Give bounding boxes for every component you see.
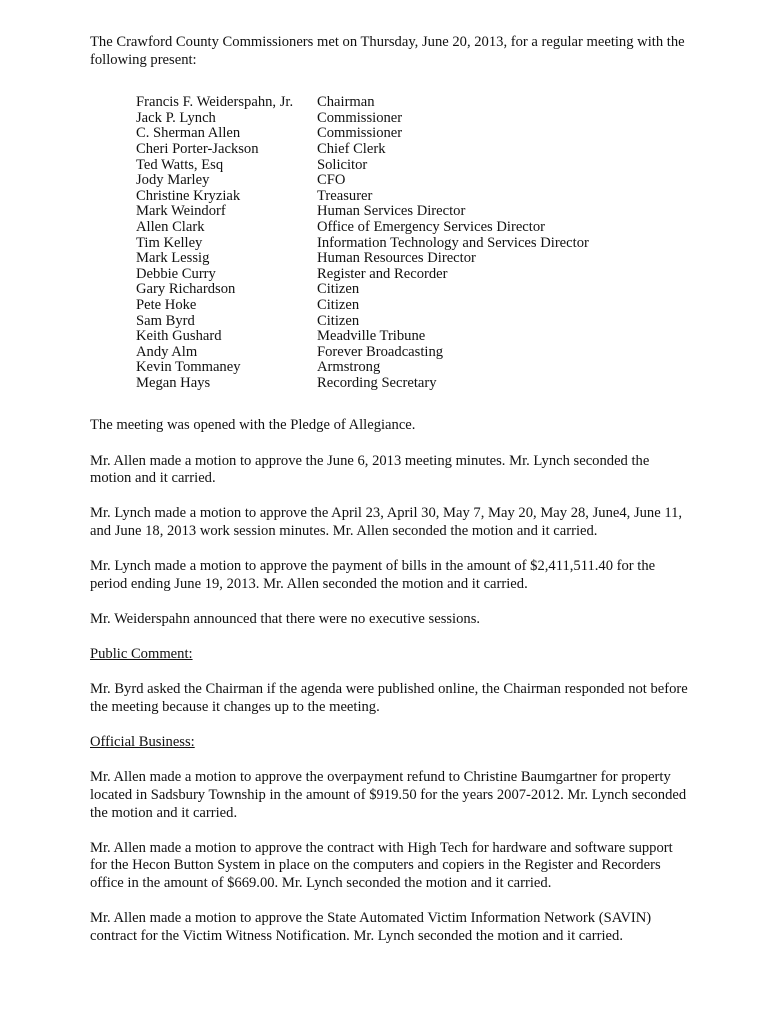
attendee-role: Citizen [317,312,360,329]
attendee-role: Chairman [317,94,375,111]
attendee-name: Jody Marley [136,172,210,189]
attendee-name: Pete Hoke [136,296,197,313]
attendee-name: Ted Watts, Esq [136,156,224,173]
refund-motion-paragraph: Mr. Allen made a motion to approve the overpayment refund to Christine Baumgartner for property located in Sadsbury Township in the amount of $919.50 for the years 2007-2012. Mr. Lynch seconded the motion and it carried. [90,769,687,821]
attendee-name: Gary Richardson [136,281,236,298]
official-business-heading: Official Business: [90,734,195,751]
attendee-name: Megan Hays [136,374,211,391]
attendee-row [136,267,690,283]
attendee-row [136,204,690,220]
pledge-paragraph: The meeting was opened with the Pledge of Allegiance. [90,417,416,434]
attendee-name: Tim Kelley [136,234,203,251]
attendee-row [136,345,690,361]
attendee-name: Mark Lessig [136,250,210,267]
attendee-row [136,142,690,158]
attendee-row [136,314,690,330]
attendee-row [136,158,690,174]
attendee-row [136,298,690,314]
attendee-role: Register and Recorder [317,265,448,282]
work-session-minutes-paragraph: Mr. Lynch made a motion to approve the April 23, April 30, May 7, May 20, May 28, June4, June 11, and June 18, 2013 work session minutes. Mr. Allen seconded the motion and it carried. [90,505,683,540]
high-tech-contract-paragraph: Mr. Allen made a motion to approve the contract with High Tech for hardware and software support for the Hecon Button System in place on the computers and copiers in the Register and Recorders office in the amount of $669.00. Mr. Lynch seconded the motion and it carried. [90,839,673,891]
attendee-name: Kevin Tommaney [136,359,241,376]
attendee-name: Sam Byrd [136,312,195,329]
attendee-row [136,111,690,127]
attendee-role: Human Resources Director [317,250,476,267]
attendee-name: Mark Weindorf [136,203,226,220]
attendee-name: Cheri Porter-Jackson [136,140,259,157]
attendee-role: Commissioner [317,109,403,126]
attendee-role: Commissioner [317,125,403,142]
bills-payment-paragraph: Mr. Lynch made a motion to approve the payment of bills in the amount of $2,411,511.40 for the period ending June 19, 2013. Mr. Allen seconded the motion and it carried. [90,558,656,592]
public-comment-heading: Public Comment: [90,646,193,663]
attendee-role: Forever Broadcasting [317,343,444,360]
public-comment-paragraph: Mr. Byrd asked the Chairman if the agenda were published online, the Chairman responded not before the meeting because it changes up to the meeting. [90,681,688,715]
attendee-role: Treasurer [317,187,373,204]
attendee-row [136,95,690,111]
attendee-name: Keith Gushard [136,328,222,345]
attendee-role: Citizen [317,281,360,298]
executive-sessions-paragraph: Mr. Weiderspahn announced that there were no executive sessions. [90,611,481,627]
savin-contract-paragraph: Mr. Allen made a motion to approve the State Automated Victim Information Network (SAVIN) contract for the Victim Witness Notification. Mr. Lynch seconded the motion and it carried. [90,910,652,944]
attendee-role: Meadville Tribune [317,328,426,345]
intro-paragraph: The Crawford County Commissioners met on Thursday, June 20, 2013, for a regular meeting with the following present: [90,34,685,68]
attendee-role: Recording Secretary [317,374,437,391]
attendee-role: Armstrong [317,359,381,376]
attendee-name: Debbie Curry [136,265,216,282]
attendee-row [136,126,690,142]
attendee-row [136,360,690,376]
attendee-row [136,189,690,205]
attendee-role: Information Technology and Services Director [317,234,589,251]
attendee-role: Solicitor [317,156,368,173]
attendee-name: Francis F. Weiderspahn, Jr. [136,94,294,111]
minutes-approval-paragraph: Mr. Allen made a motion to approve the June 6, 2013 meeting minutes. Mr. Lynch seconded the motion and it carried. [90,452,650,487]
attendee-name: Allen Clark [136,218,205,235]
attendee-row [136,376,690,392]
meeting-minutes-page [90,34,690,963]
attendee-role: CFO [317,172,346,189]
attendee-name: Jack P. Lynch [136,109,216,126]
attendee-list [136,95,690,391]
attendee-row [136,251,690,267]
attendee-row [136,329,690,345]
attendee-role: Citizen [317,296,360,313]
attendee-role: Chief Clerk [317,140,386,157]
attendee-row [136,236,690,252]
attendee-name: Andy Alm [136,343,198,360]
attendee-row [136,220,690,236]
attendee-row [136,282,690,298]
attendee-row [136,173,690,189]
attendee-name: Christine Kryziak [136,187,241,204]
attendee-name: C. Sherman Allen [136,125,241,142]
attendee-role: Human Services Director [317,203,466,220]
attendee-role: Office of Emergency Services Director [317,218,545,235]
